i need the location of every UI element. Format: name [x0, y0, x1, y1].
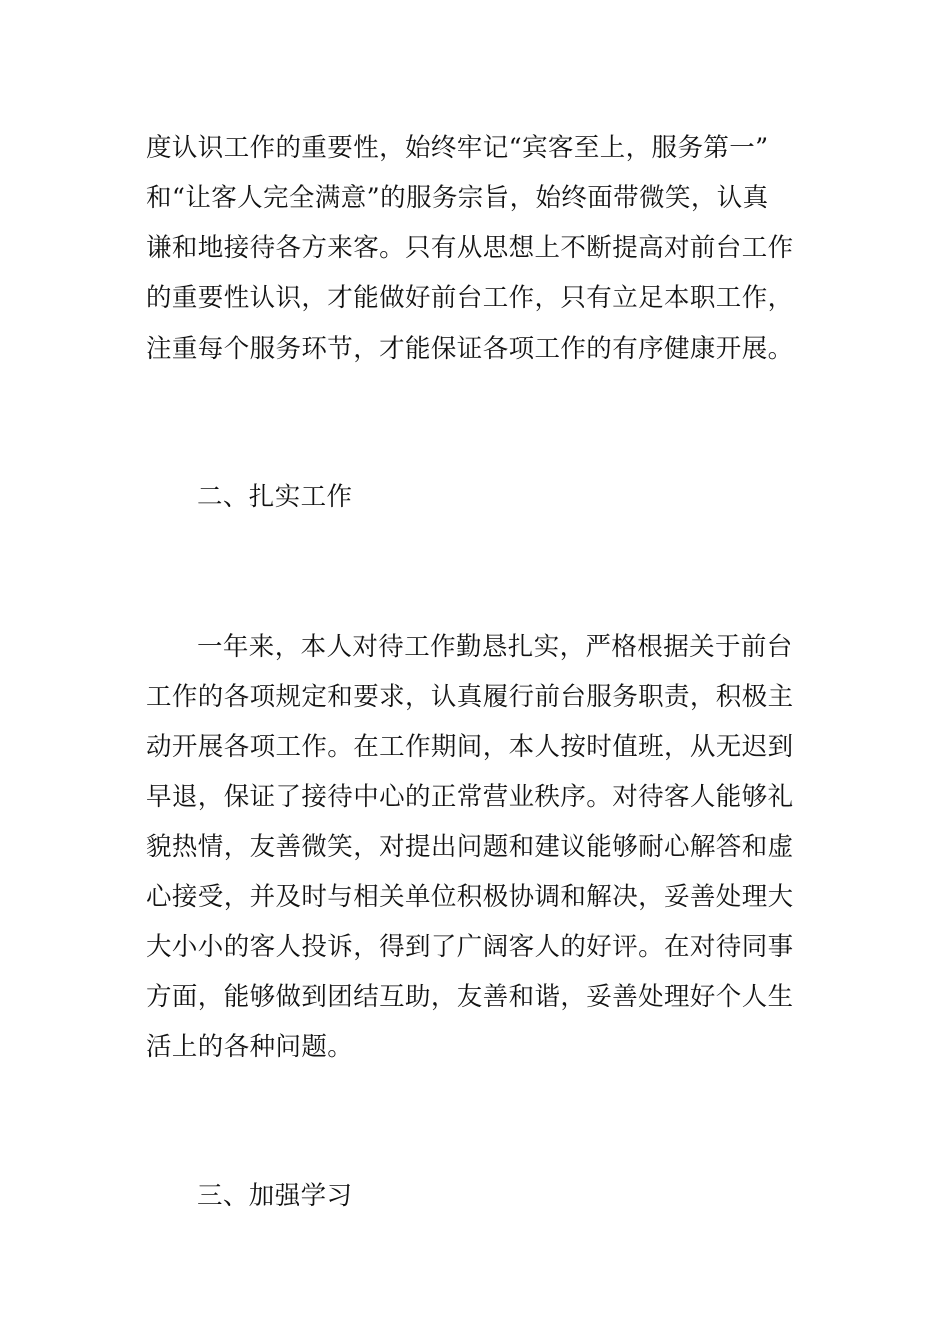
section-heading-2: 二、扎实工作 — [197, 482, 353, 512]
paragraph-line: 活上的各种问题。 — [146, 1032, 354, 1062]
paragraph-line: 心接受，并及时与相关单位积极协调和解决，妥善处理大 — [146, 882, 794, 912]
paragraph-line: 谦和地接待各方来客。只有从思想上不断提高对前台工作 — [146, 233, 794, 263]
section-heading-3: 三、加强学习 — [197, 1181, 353, 1211]
paragraph-line: 的重要性认识，才能做好前台工作，只有立足本职工作， — [146, 283, 794, 313]
paragraph-line: 一年来，本人对待工作勤恳扎实，严格根据关于前台 — [197, 632, 793, 662]
paragraph-line: 动开展各项工作。在工作期间，本人按时值班，从无迟到 — [146, 732, 794, 762]
paragraph-line: 大小小的客人投诉，得到了广阔客人的好评。在对待同事 — [146, 932, 794, 962]
paragraph-line: 度认识工作的重要性，始终牢记“宾客至上，服务第一” — [146, 133, 769, 163]
paragraph-line: 工作的各项规定和要求，认真履行前台服务职责，积极主 — [146, 682, 794, 712]
paragraph-line: 貌热情，友善微笑，对提出问题和建议能够耐心解答和虚 — [146, 832, 794, 862]
paragraph-line: 和“让客人完全满意”的服务宗旨，始终面带微笑，认真 — [146, 183, 769, 213]
paragraph-line: 方面，能够做到团结互助，友善和谐，妥善处理好个人生 — [146, 982, 794, 1012]
paragraph-line: 早退，保证了接待中心的正常营业秩序。对待客人能够礼 — [146, 782, 794, 812]
paragraph-line: 注重每个服务环节，才能保证各项工作的有序健康开展。 — [146, 334, 794, 364]
